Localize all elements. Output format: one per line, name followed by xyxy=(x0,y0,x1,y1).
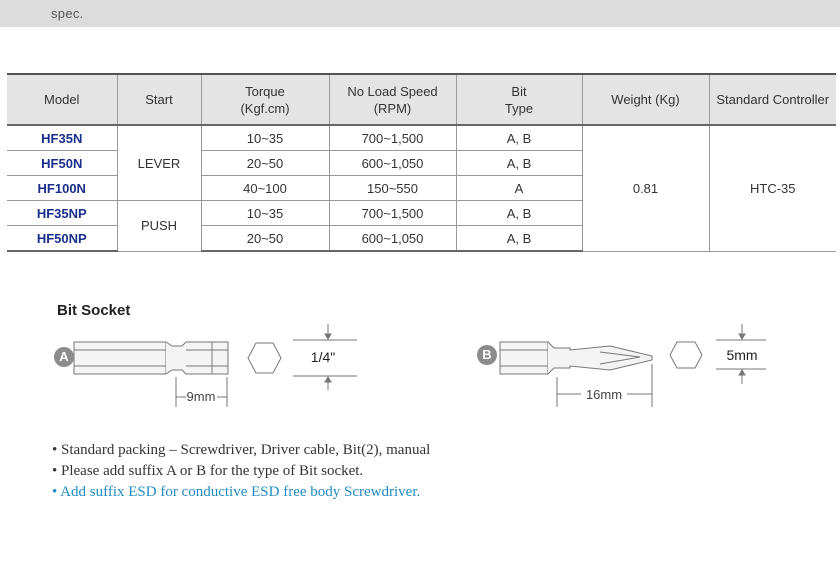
model-cell: HF35N xyxy=(7,125,117,151)
bit-a-hex-icon xyxy=(248,324,357,390)
top-bar-text: spec. xyxy=(51,6,84,21)
bit-b-drawing xyxy=(500,342,652,407)
header-speed: No Load Speed (RPM) xyxy=(329,74,456,125)
speed-cell: 700~1,500 xyxy=(329,125,456,151)
torque-cell: 20~50 xyxy=(201,151,329,176)
notes-list xyxy=(52,440,430,503)
bit-b-length-label: 16mm xyxy=(585,387,623,402)
bit-socket-title: Bit Socket xyxy=(57,302,131,319)
header-bit-type: Bit Type xyxy=(456,74,582,125)
model-cell: HF100N xyxy=(7,176,117,201)
bit-a-length-label: 9mm xyxy=(186,389,216,404)
torque-cell: 20~50 xyxy=(201,226,329,252)
torque-cell: 40~100 xyxy=(201,176,329,201)
bit-a-size-label: 1/4" xyxy=(310,349,336,365)
start-cell-push: PUSH xyxy=(117,201,201,252)
note-suffix-bit: • Please add suffix A or B for the type of Bit socket. xyxy=(52,463,364,479)
note-suffix-esd: • Add suffix ESD for conductive ESD free body Screwdriver. xyxy=(52,484,421,500)
speed-cell: 700~1,500 xyxy=(329,201,456,226)
start-cell-lever: LEVER xyxy=(117,125,201,201)
torque-cell: 10~35 xyxy=(201,201,329,226)
note-packing: • Standard packing – Screwdriver, Driver cable, Bit(2), manual xyxy=(52,442,431,458)
controller-cell: HTC-35 xyxy=(709,125,836,251)
torque-cell: 10~35 xyxy=(201,125,329,151)
model-cell: HF50N xyxy=(7,151,117,176)
header-controller: Standard Controller xyxy=(709,74,836,125)
header-weight: Weight (Kg) xyxy=(582,74,709,125)
header-torque: Torque (Kgf.cm) xyxy=(201,74,329,125)
bit-b-badge: B xyxy=(477,345,497,365)
header-model: Model xyxy=(7,74,117,125)
bit-type-cell: A, B xyxy=(456,201,582,226)
weight-cell: 0.81 xyxy=(582,125,709,251)
bit-a-badge: A xyxy=(54,347,74,367)
bit-b-size-label: 5mm xyxy=(726,347,758,363)
bit-type-cell: A, B xyxy=(456,226,582,252)
speed-cell: 600~1,050 xyxy=(329,151,456,176)
bit-type-cell: A, B xyxy=(456,125,582,151)
speed-cell: 150~550 xyxy=(329,176,456,201)
model-cell: HF50NP xyxy=(7,226,117,252)
speed-cell: 600~1,050 xyxy=(329,226,456,252)
bit-type-cell: A, B xyxy=(456,151,582,176)
header-start: Start xyxy=(117,74,201,125)
bit-type-cell: A xyxy=(456,176,582,201)
model-cell: HF35NP xyxy=(7,201,117,226)
